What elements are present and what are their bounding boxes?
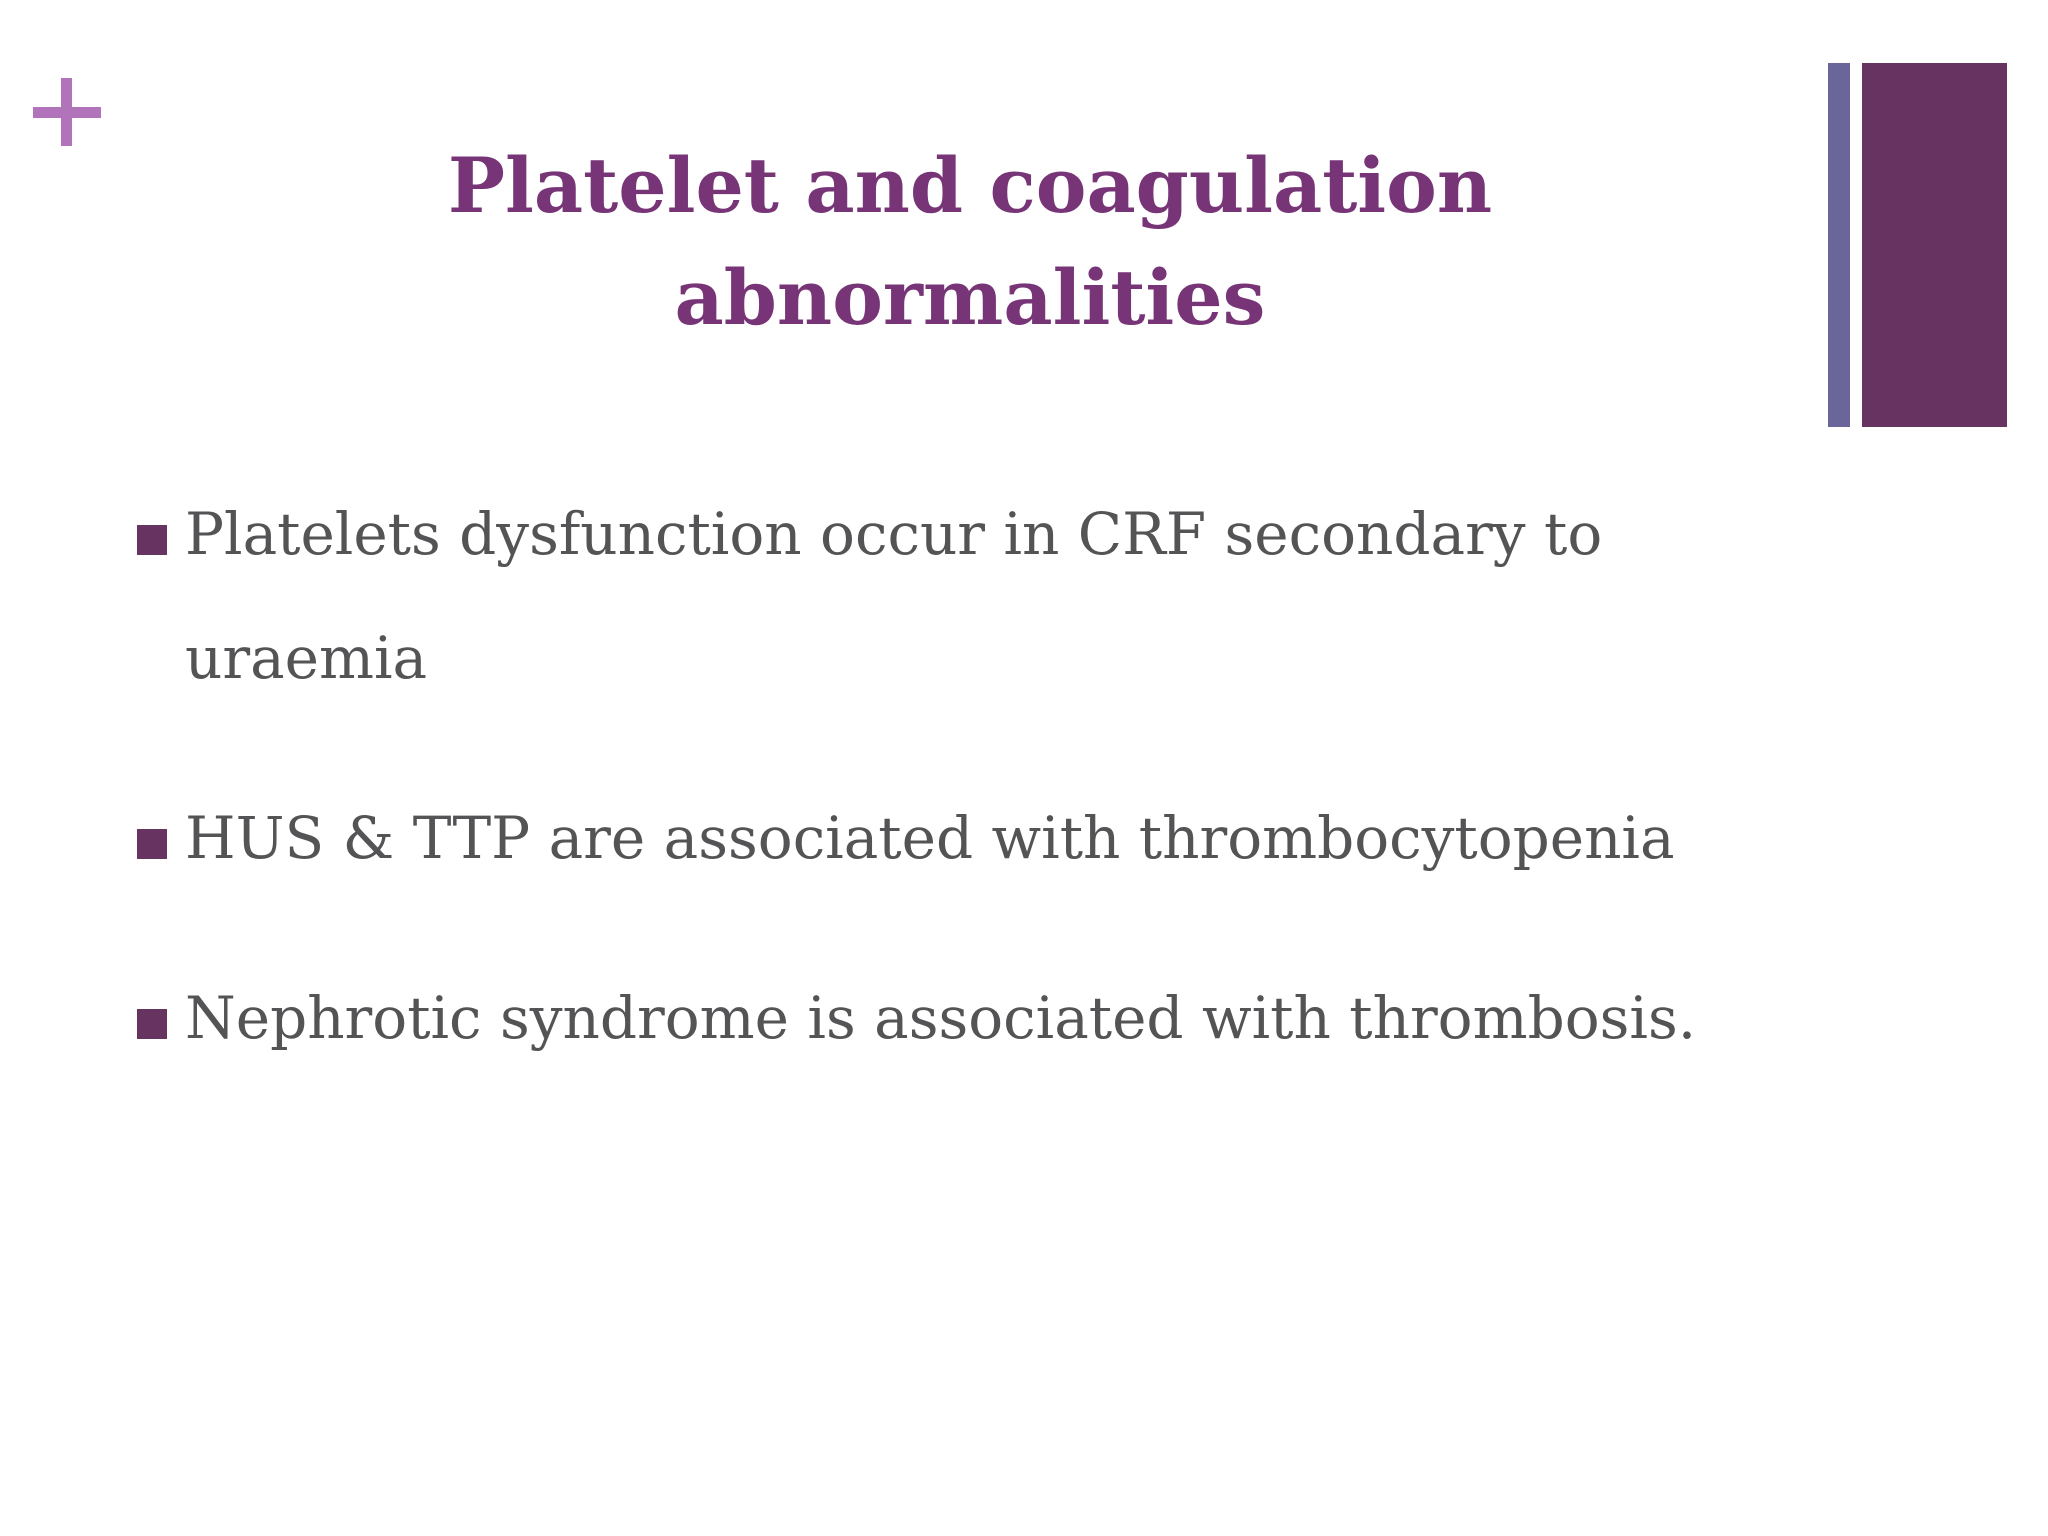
square-bullet-icon	[137, 1009, 167, 1039]
accent-bar-thin	[1828, 63, 1850, 427]
plus-icon	[33, 78, 101, 146]
bullet-text: Nephrotic syndrome is associated with thrombosis.	[185, 984, 1697, 1052]
plus-icon-vertical-bar	[61, 78, 72, 146]
bullet-text: HUS & TTP are associated with thrombocytopenia	[185, 804, 1675, 872]
bullet-item	[137, 984, 1857, 1108]
bullet-item	[137, 500, 1857, 748]
slide-title: Platelet and coagulation abnormalities	[447, 141, 1493, 342]
bullet-list	[137, 500, 1857, 1108]
bullet-text: Platelets dysfunction occur in CRF secondary to uraemia	[185, 500, 1603, 692]
square-bullet-icon	[137, 525, 167, 555]
square-bullet-icon	[137, 829, 167, 859]
accent-bar-thick	[1862, 63, 2007, 427]
bullet-item	[137, 804, 1857, 928]
